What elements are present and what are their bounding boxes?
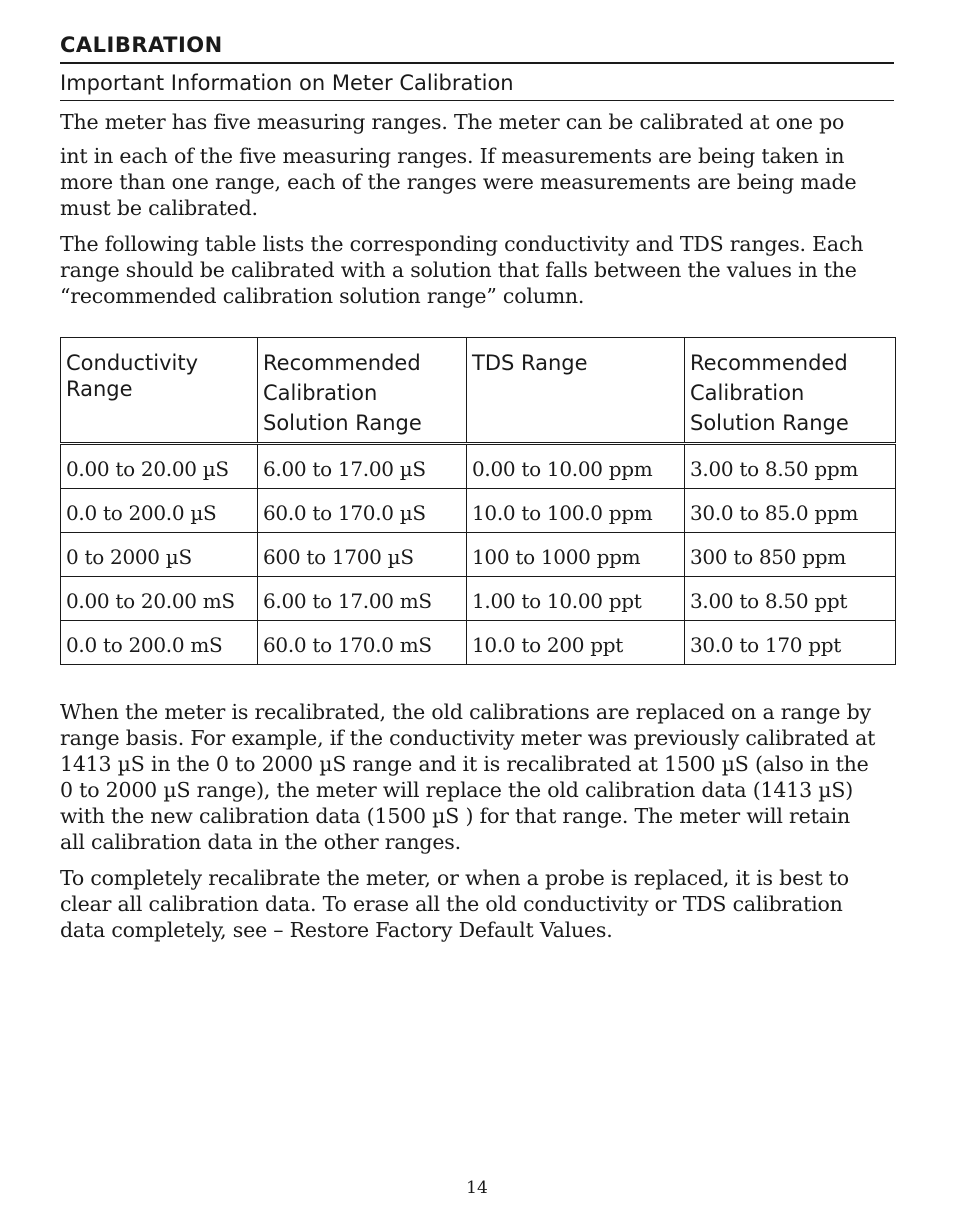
complete-line: To completely recalibrate the meter, or when a probe is replaced, it is best to [60,866,849,890]
recal-line: with the new calibration data (1500 µS ) for that range. The meter will retain [60,804,851,828]
recalibration-paragraph [60,699,894,855]
table-cell: 0 to 2000 µS [61,533,258,577]
header-text: Range [66,377,133,401]
header-text: Calibration [263,381,378,405]
header-conductivity-range [61,338,258,444]
section-title: CALIBRATION [60,30,894,64]
header-text: Calibration [690,381,805,405]
table-cell: 60.0 to 170.0 µS [258,489,467,533]
table-cell: 0.0 to 200.0 µS [61,489,258,533]
table-cell: 10.0 to 200 ppt [467,621,685,665]
table-cell: 10.0 to 100.0 ppm [467,489,685,533]
calibration-table [60,337,896,665]
intro-line: must be calibrated. [60,196,258,220]
recal-line: 1413 µS in the 0 to 2000 µS range and it is recalibrated at 1500 µS (also in the [60,752,869,776]
header-recommended-tds [685,338,896,444]
table-cell: 30.0 to 170 ppt [685,621,896,665]
intro-line: more than one range, each of the ranges were measurements are being made [60,170,857,194]
table-row [61,577,896,621]
table-row [61,444,896,489]
table-row [61,533,896,577]
intro-line: The meter has five measuring ranges. The meter can be calibrated at one po [60,110,845,134]
table-cell: 3.00 to 8.50 ppm [685,444,896,489]
table-cell: 300 to 850 ppm [685,533,896,577]
complete-recalibration-paragraph [60,865,894,943]
table-header-row [61,338,896,444]
page-number: 14 [466,1178,488,1198]
recal-line: 0 to 2000 µS range), the meter will replace the old calibration data (1413 µS) [60,778,853,802]
header-text: Recommended [263,351,421,375]
table-intro-paragraph [60,231,894,309]
table-intro-line: “recommended calibration solution range” column. [60,284,585,308]
table-row [61,621,896,665]
table-cell: 600 to 1700 µS [258,533,467,577]
header-text: Recommended [690,351,848,375]
table-cell: 60.0 to 170.0 mS [258,621,467,665]
header-text: TDS Range [472,351,588,375]
table-intro-line: The following table lists the corresponding conductivity and TDS ranges. Each [60,232,864,256]
table-cell: 0.00 to 20.00 µS [61,444,258,489]
table-cell: 6.00 to 17.00 µS [258,444,467,489]
header-text: Solution Range [263,411,422,435]
table-cell: 6.00 to 17.00 mS [258,577,467,621]
header-tds-range [467,338,685,444]
recal-line: When the meter is recalibrated, the old calibrations are replaced on a range by [60,700,871,724]
subtitle: Important Information on Meter Calibration [60,66,894,101]
document-page [60,30,894,943]
intro-paragraph [60,109,894,221]
complete-line: data completely, see – Restore Factory Default Values. [60,918,613,942]
table-row [61,489,896,533]
table-cell: 100 to 1000 ppm [467,533,685,577]
table-intro-line: range should be calibrated with a solution that falls between the values in the [60,258,857,282]
recal-line: range basis. For example, if the conductivity meter was previously calibrated at [60,726,876,750]
header-text: Solution Range [690,411,849,435]
table-cell: 0.0 to 200.0 mS [61,621,258,665]
header-recommended-conductivity [258,338,467,444]
table-cell: 0.00 to 20.00 mS [61,577,258,621]
table-cell: 1.00 to 10.00 ppt [467,577,685,621]
table-cell: 0.00 to 10.00 ppm [467,444,685,489]
header-text: Conductivity [66,351,198,375]
recal-line: all calibration data in the other ranges. [60,830,461,854]
table-cell: 30.0 to 85.0 ppm [685,489,896,533]
intro-line: int in each of the five measuring ranges. If measurements are being taken in [60,144,845,168]
table-cell: 3.00 to 8.50 ppt [685,577,896,621]
complete-line: clear all calibration data. To erase all the old conductivity or TDS calibration [60,892,843,916]
